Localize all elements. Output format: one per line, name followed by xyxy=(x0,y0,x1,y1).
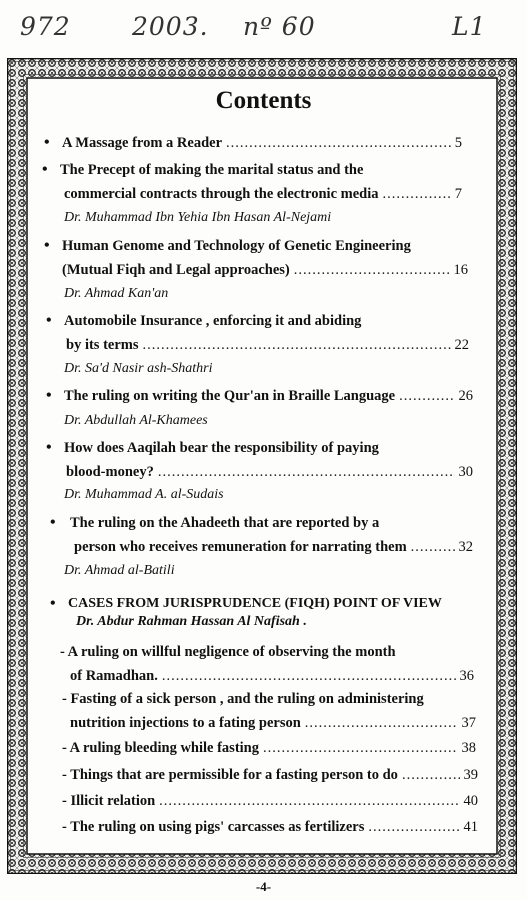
page-number: 16 xyxy=(453,262,468,278)
entry-title: The ruling on writing the Qur'an in Braille Language xyxy=(64,388,396,404)
leader-dots xyxy=(143,335,451,355)
page-number: 30 xyxy=(458,464,473,480)
bullet-icon: • xyxy=(42,161,48,178)
entry-title: Automobile Insurance , enforcing it and abiding xyxy=(64,313,362,329)
page-number: 32 xyxy=(458,539,473,555)
page-number: 37 xyxy=(461,715,476,731)
page-footer-number: -4- xyxy=(255,879,272,894)
page-number: 40 xyxy=(463,793,478,809)
entry-title-cont: commercial contracts through the electronic media xyxy=(64,186,379,202)
entry-title-cont: blood-money? xyxy=(66,464,154,480)
cases-heading xyxy=(50,594,442,614)
case-item xyxy=(62,791,478,811)
case-title: - A ruling bleeding while fasting xyxy=(62,740,259,756)
leader-dots xyxy=(294,260,450,280)
leader-dots xyxy=(226,133,451,153)
toc-entry xyxy=(46,311,469,355)
toc-entry xyxy=(44,133,462,153)
case-title: - The ruling on using pigs' carcasses as fertilizers xyxy=(62,819,365,835)
page-title: Contents xyxy=(215,87,312,114)
leader-dots xyxy=(305,713,458,733)
page-number: 38 xyxy=(461,740,476,756)
entry-title-cont: (Mutual Fiqh and Legal approaches) xyxy=(62,262,290,278)
case-title: - A ruling on willful negligence of observing the month xyxy=(60,644,396,660)
case-title: - Fasting of a sick person , and the ruling on administering xyxy=(62,691,424,707)
cases-author: Dr. Abdur Rahman Hassan Al Nafisah . xyxy=(76,614,307,629)
entry-title: How does Aaqilah bear the responsibility of paying xyxy=(64,440,379,456)
page-number: 26 xyxy=(458,388,473,404)
toc-entry xyxy=(46,386,473,406)
entry-author: Dr. Muhammad A. al-Sudais xyxy=(64,487,224,502)
entry-author: Dr. Sa'd Nasir ash-Shathri xyxy=(64,361,213,376)
handwritten-year: 2003. xyxy=(132,12,209,41)
case-item xyxy=(62,689,476,733)
entry-title: The Precept of making the marital status and the xyxy=(60,162,364,178)
handwritten-issue: nº 60 xyxy=(243,12,316,41)
entry-title: Human Genome and Technology of Genetic Engineering xyxy=(62,238,411,254)
case-item xyxy=(62,817,478,837)
entry-author: Dr. Muhammad Ibn Yehia Ibn Hasan Al-Nejami xyxy=(64,210,332,225)
handwritten-code: L1 xyxy=(452,12,487,41)
page-number: 36 xyxy=(459,668,474,684)
case-title-cont: nutrition injections to a fating person xyxy=(70,715,301,731)
bullet-icon: • xyxy=(46,387,52,404)
entry-title: A Massage from a Reader xyxy=(62,135,223,151)
page-number: 41 xyxy=(463,819,478,835)
toc-entry xyxy=(42,160,462,204)
entry-author: Dr. Ahmad Kan'an xyxy=(64,286,169,301)
leader-dots xyxy=(402,765,460,785)
leader-dots xyxy=(411,537,455,557)
entry-title-cont: person who receives remuneration for narrating them xyxy=(74,539,407,555)
handwritten-number: 972 xyxy=(20,12,71,41)
bullet-icon: • xyxy=(50,595,56,612)
leader-dots xyxy=(158,462,455,482)
toc-entry xyxy=(46,438,473,482)
toc-entry xyxy=(44,236,468,280)
entry-author: Dr. Abdullah Al-Khamees xyxy=(64,413,208,428)
bullet-icon: • xyxy=(46,312,52,329)
bullet-icon: • xyxy=(50,514,56,531)
cases-heading-text: CASES FROM JURISPRUDENCE (FIQH) POINT OF VIEW xyxy=(68,596,442,611)
case-item xyxy=(62,765,478,785)
leader-dots xyxy=(159,791,459,811)
leader-dots xyxy=(162,666,456,686)
bullet-icon: • xyxy=(44,134,50,151)
case-item xyxy=(62,738,476,758)
leader-dots xyxy=(399,386,454,406)
page-number: 5 xyxy=(454,135,462,151)
case-item xyxy=(60,642,474,686)
leader-dots xyxy=(263,738,458,758)
toc-entry xyxy=(50,513,473,557)
bullet-icon: • xyxy=(46,439,52,456)
entry-title-cont: by its terms xyxy=(66,337,139,353)
case-title-cont: of Ramadhan. xyxy=(70,668,158,684)
leader-dots xyxy=(383,184,451,204)
leader-dots xyxy=(368,817,459,837)
bullet-icon: • xyxy=(44,237,50,254)
entry-title: The ruling on the Ahadeeth that are reported by a xyxy=(70,515,380,531)
page-number: 7 xyxy=(454,186,462,202)
case-title: - Things that are permissible for a fasting person to do xyxy=(62,767,398,783)
case-title: - Illicit relation xyxy=(62,793,156,809)
entry-author: Dr. Ahmad al-Batili xyxy=(64,563,175,578)
page-number: 22 xyxy=(454,337,469,353)
page-number: 39 xyxy=(463,767,478,783)
